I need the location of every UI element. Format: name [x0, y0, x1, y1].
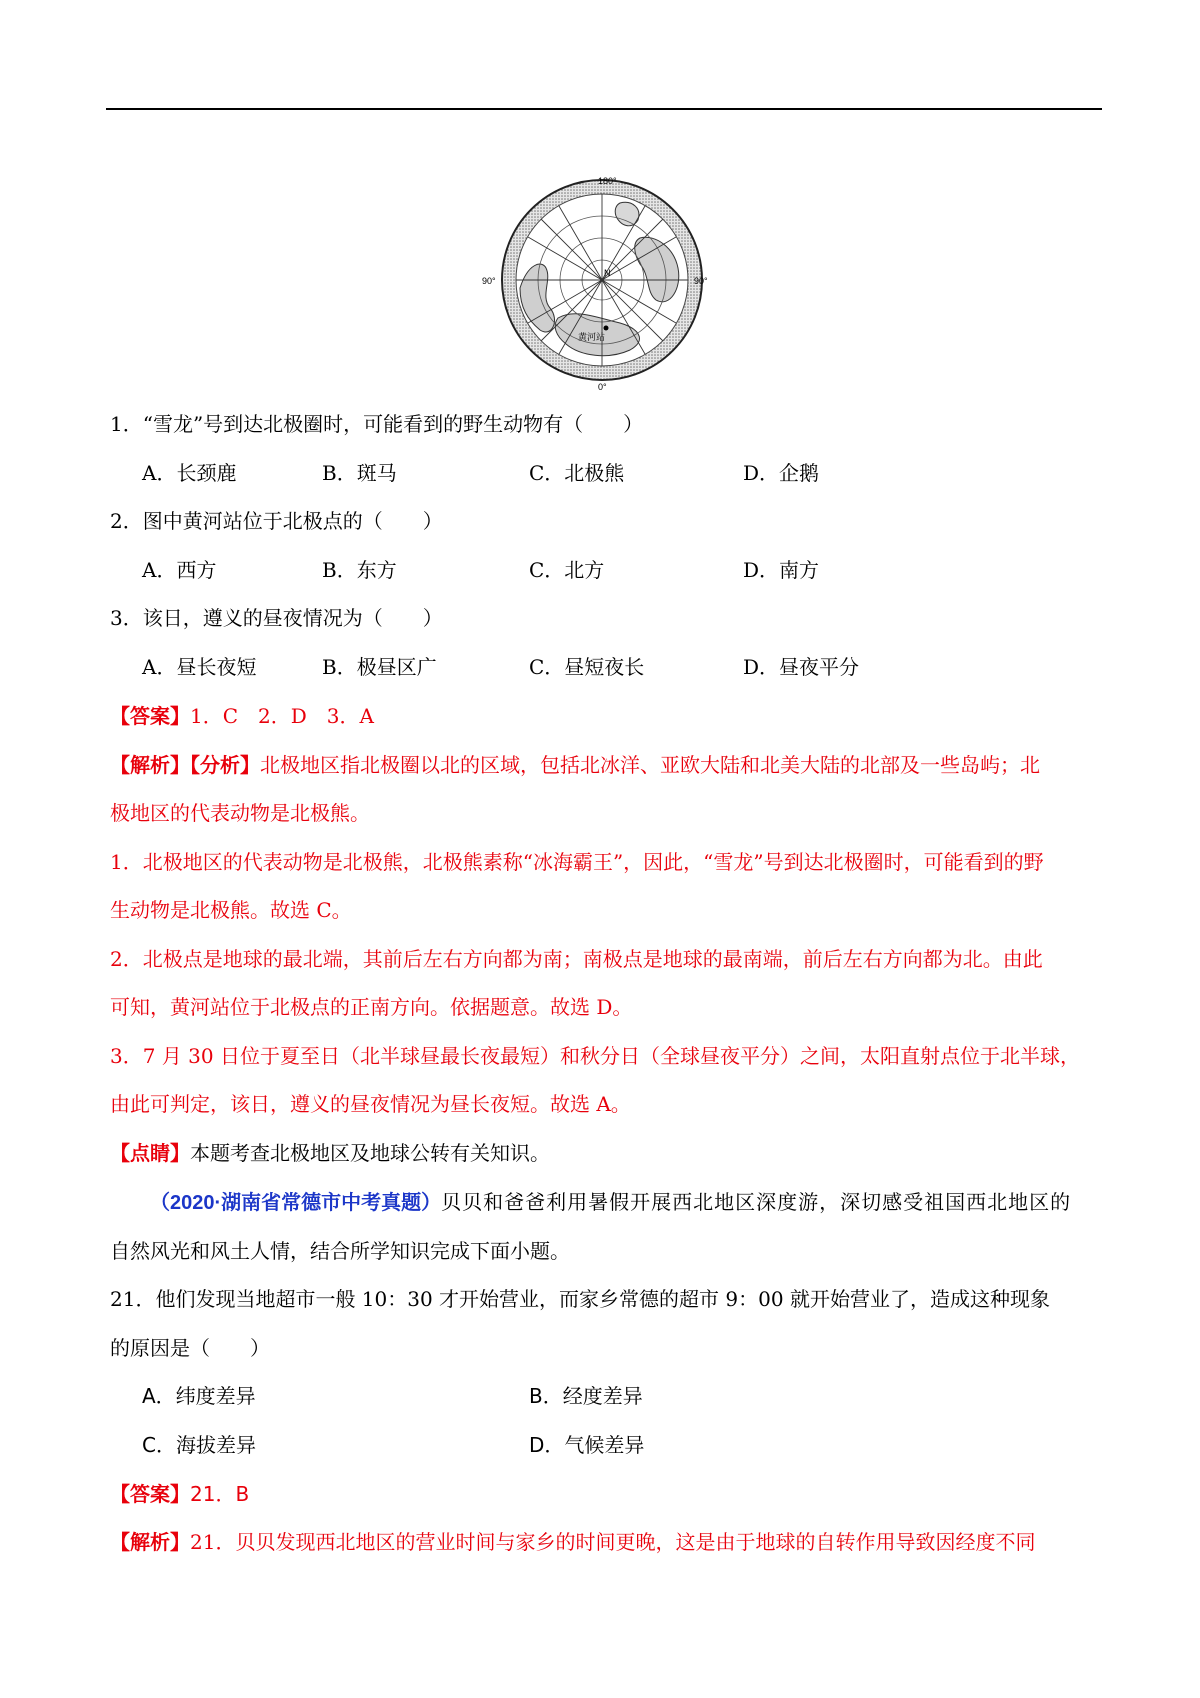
q1-option-b: B．斑马 — [322, 461, 397, 485]
analysis-item-3-line-1: 3．7 月 30 日位于夏至日（北半球昼最长夜最短）和秋分日（全球昼夜平分）之间，太阳直射点位于北半球， — [110, 1044, 1080, 1068]
answer-block-1 — [110, 703, 374, 729]
intro-line-2: 自然风光和风土人情，结合所学知识完成下面小题。 — [110, 1239, 570, 1263]
analysis-item-1-line-2: 生动物是北极熊。故选 C。 — [110, 898, 352, 922]
analysis-tag: 【解析】【分析】 — [110, 753, 260, 777]
question-21-stem-line-1: 21．他们发现当地超市一般 10：30 才开始营业，而家乡常德的超市 9：00 就开始营业了，造成这种现象 — [110, 1287, 1050, 1311]
answer-text-2: 21．B — [190, 1482, 250, 1506]
analysis-item-1-line-1: 1．北极地区的代表动物是北极熊，北极熊素称“冰海霸王”，因此，“雪龙”号到达北极圈时，可能看到的野 — [110, 850, 1044, 874]
map-label-90-west: 90° — [482, 276, 496, 286]
analysis-line-2: 极地区的代表动物是北极熊。 — [110, 801, 370, 825]
q2-option-c: C．北方 — [529, 558, 605, 582]
q3-option-c: C．昼短夜长 — [529, 655, 645, 679]
analysis-item-2-line-1: 2．北极点是地球的最北端，其前后左右方向都为南；南极点是地球的最南端，前后左右方向都为北。由此 — [110, 947, 1043, 971]
analysis-block-1 — [110, 752, 1040, 778]
map-label-north-pole: N — [604, 268, 611, 278]
q2-option-d: D．南方 — [743, 558, 820, 582]
q21-option-c: C．海拔差异 — [142, 1433, 256, 1457]
question-21-stem-line-2: 的原因是（ ） — [110, 1336, 270, 1360]
question-3-stem: 3．该日，遵义的昼夜情况为（ ） — [110, 606, 443, 630]
q1-option-a: A．长颈鹿 — [142, 461, 237, 485]
answer-tag-2: 【答案】 — [110, 1482, 190, 1506]
station-marker — [604, 326, 609, 331]
q3-option-a: A．昼长夜短 — [142, 655, 257, 679]
q21-option-a: A．纬度差异 — [142, 1384, 256, 1408]
q2-option-b: B．东方 — [322, 558, 397, 582]
analysis-item-3-line-2: 由此可判定，该日，遵义的昼夜情况为昼长夜短。故选 A。 — [110, 1092, 631, 1116]
analysis-text-2: 21．贝贝发现西北地区的营业时间与家乡的时间更晚，这是由于地球的自转作用导致因经度不同 — [190, 1530, 1036, 1554]
q1-option-d: D．企鹅 — [743, 461, 820, 485]
question-2-stem: 2．图中黄河站位于北极点的（ ） — [110, 509, 443, 533]
answer-tag: 【答案】 — [110, 704, 190, 728]
q3-option-d: D．昼夜平分 — [743, 655, 860, 679]
map-label-0: 0° — [598, 382, 607, 392]
map-label-180: 180° — [598, 176, 617, 186]
point-text: 本题考查北极地区及地球公转有关知识。 — [190, 1141, 550, 1165]
analysis-block-2 — [110, 1529, 1035, 1555]
q2-option-a: A．西方 — [142, 558, 217, 582]
arctic-map-figure — [480, 168, 725, 396]
intro-line-1 — [150, 1189, 1071, 1216]
analysis-line-1: 北极地区指北极圈以北的区域，包括北冰洋、亚欧大陆和北美大陆的北部及一些岛屿；北 — [260, 753, 1040, 777]
map-label-station: 黄河站 — [578, 333, 606, 343]
question-1-stem: 1．“雪龙”号到达北极圈时，可能看到的野生动物有（ ） — [110, 412, 644, 436]
q1-option-c: C．北极熊 — [529, 461, 625, 485]
answer-text: 1．C 2．D 3．A — [190, 704, 374, 728]
answer-block-2 — [110, 1481, 249, 1507]
analysis-tag-2: 【解析】 — [110, 1530, 190, 1554]
source-label: （2020·湖南省常德市中考真题） — [150, 1192, 442, 1214]
point-block-1 — [110, 1140, 550, 1166]
q3-option-b: B．极昼区广 — [322, 655, 437, 679]
map-label-90-east: 90° — [694, 276, 708, 286]
header-rule — [106, 108, 1102, 110]
intro-text-1: 贝贝和爸爸利用暑假开展西北地区深度游，深切感受祖国西北地区的 — [441, 1190, 1072, 1214]
point-tag: 【点睛】 — [110, 1141, 190, 1165]
q21-option-d: D．气候差异 — [529, 1433, 645, 1457]
analysis-item-2-line-2: 可知，黄河站位于北极点的正南方向。依据题意。故选 D。 — [110, 995, 633, 1019]
q21-option-b: B．经度差异 — [529, 1384, 643, 1408]
